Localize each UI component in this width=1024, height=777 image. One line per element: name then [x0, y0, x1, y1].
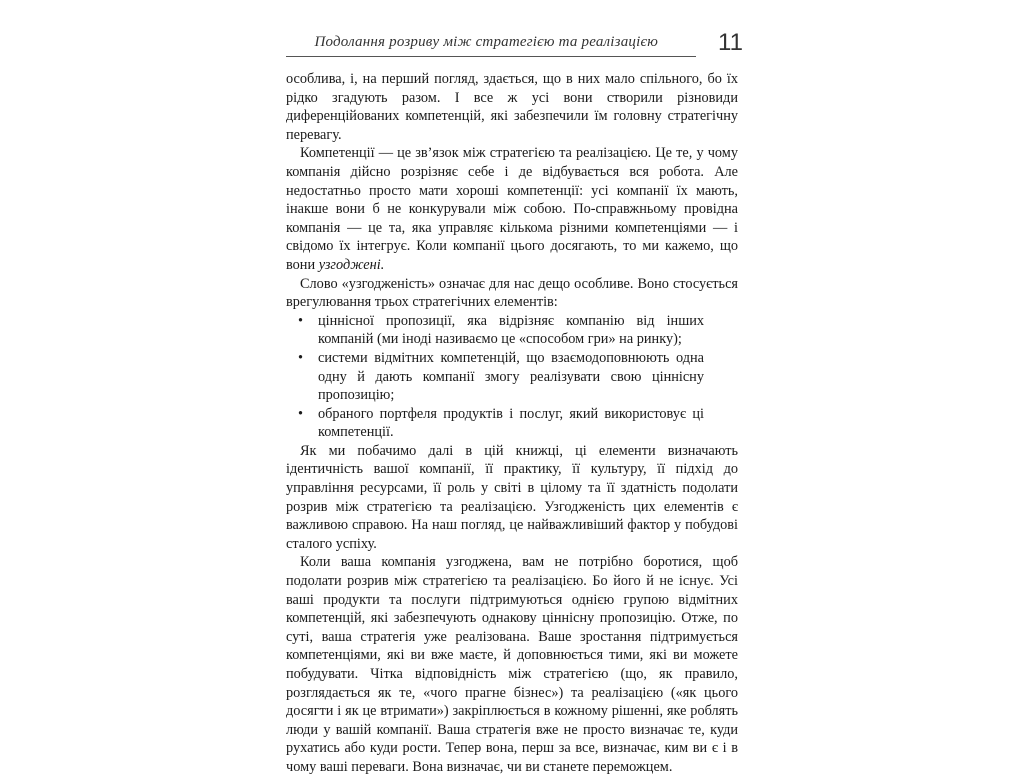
bullet-item-text: системи відмітних компетенцій, що взаємодоповнюють одна одну й дають компанії змогу реалізувати свою ціннісну пропозицію;: [318, 349, 704, 404]
bullet-item-text: обраного портфеля продуктів і послуг, який використовує ці компетенції.: [318, 405, 704, 441]
running-head-title: Подолання розриву між стратегією та реалізацією: [314, 34, 658, 50]
paragraph-5: Коли ваша компанія узгоджена, вам не потрібно боротися, щоб подолати розрив між стратегією та реалізацією. Бо його й не існує. Усі ваші продукти та послуги підтримуються однією групою відмітних компетенцій, які забезпечують однакову ціннісну пропозицію. Отже, по суті, ваша стратегія уже реалізована. Ваше зростання підтримується компетенціями, які ви вже маєте, й доповнюється тими, які ви можете побудувати. Чітка відповідність між стратегією (що, як правило, розглядається як те, «чого прагне бізнес») та реалізацією («як цього досягти і як це втримати») закріплюється в кожному рішенні, яке роблять люди у вашій компанії. Ваша стратегія вже не просто визначає те, куди рухатись або куди рости. Тепер вона, перш за все, визначає, ким ви є і в чому ваші переваги. Вона визначає, чи ви станете переможцем.: [286, 554, 738, 775]
bullet-item-2: [298, 349, 738, 405]
bullet-list: [286, 312, 738, 442]
paragraph-1: особлива, і, на перший погляд, здається, що в них мало спільного, бо їх рідко згадують разом. І все ж усі вони створили різновиди диференційованих компетенцій, які забезпечили їм головну стратегічну перевагу.: [286, 71, 738, 143]
running-head: [286, 30, 696, 57]
paragraph-2-emphasis: узгоджені.: [318, 256, 385, 273]
paragraph-4: Як ми побачимо далі в цій книжці, ці елементи визначають ідентичність вашої компанії, її практику, її культуру, її підхід до управління ресурсами, її роль у світі в цілому та її здатність подолати розрив між стратегією та реалізацією. Узгодженість цих елементів є важливою справою. На наш погляд, це найважливіший фактор у побудові сталого успіху.: [286, 442, 738, 552]
bullet-item-3: [298, 405, 738, 442]
page-number: 11: [718, 29, 743, 56]
bullet-marker: •: [298, 349, 304, 366]
bullet-item-text: ціннісної пропозиції, яка відрізняє компанію від інших компаній (ми іноді називаємо це «способом гри» на ринку);: [318, 312, 704, 348]
bullet-item-1: [298, 312, 738, 349]
paragraph-3: Слово «узгодженість» означає для нас дещо особливе. Воно стосується врегулювання трьох стратегічних елементів:: [286, 275, 738, 311]
paragraph-2: [286, 144, 738, 274]
body-text: [286, 70, 738, 777]
bullet-marker: •: [298, 405, 304, 422]
book-page: [286, 29, 743, 775]
paragraph-2-text: Компетенції — це зв’язок між стратегією та реалізацією. Це те, у чому компанія дійсно розрізняє себе і де відбувається вся робота. Але недостатньо просто мати хороші компетенції: усі компанії їх мають, інакше вони б не конкурували між собою. По-справжньому провідна компанія — це та, яка управляє кількома різними компетенціями — і свідомо їх інтегрує. Коли компанії цього досягають, то ми кажемо, що вони: [286, 145, 738, 273]
bullet-marker: •: [298, 312, 304, 329]
